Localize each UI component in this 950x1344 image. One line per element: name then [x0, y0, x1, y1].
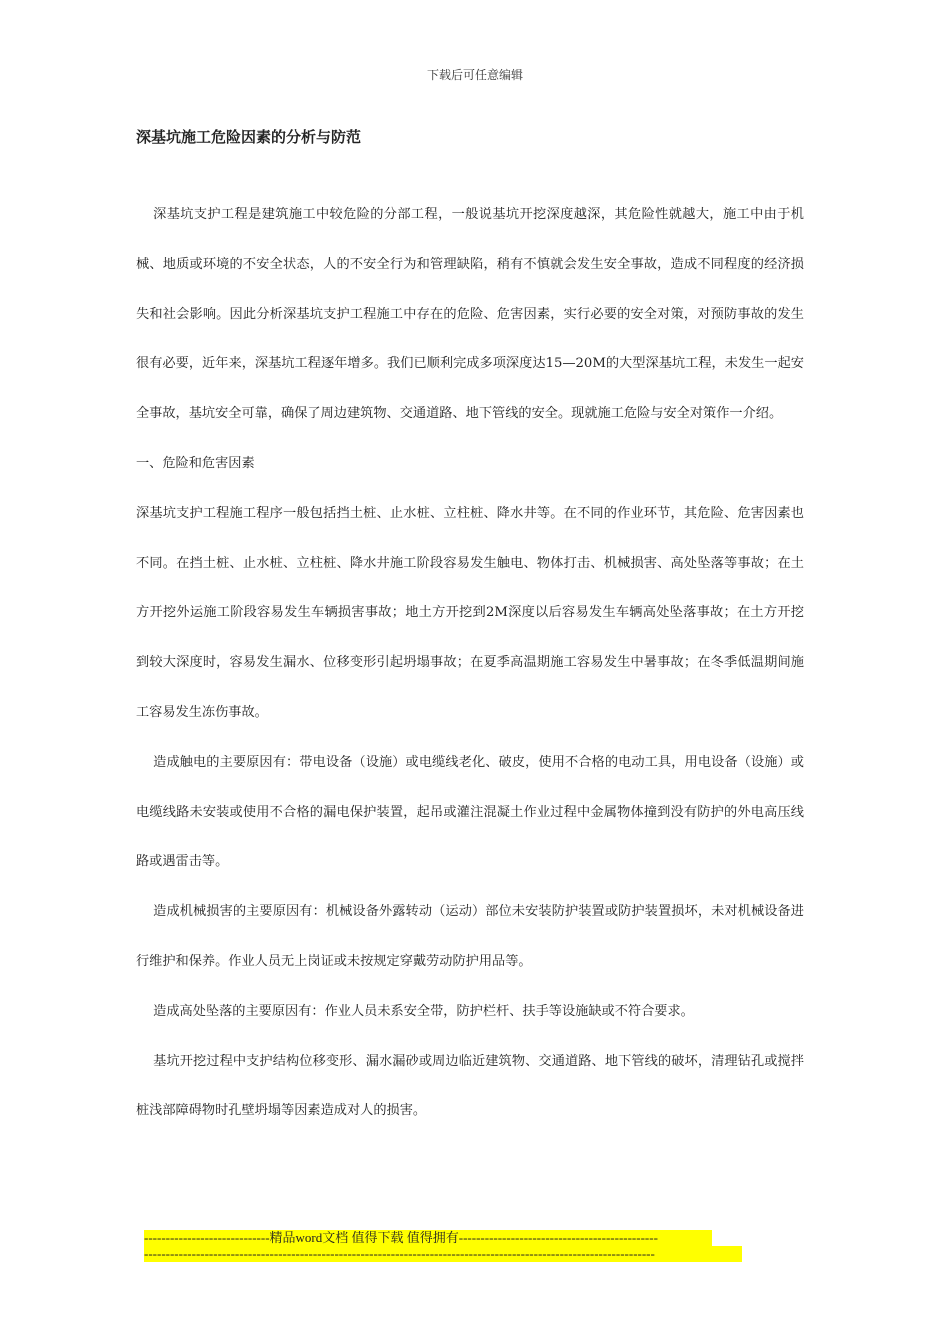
footer-banner-line-2: ----------------------------------------------------------------------------------------------------------------------	[144, 1246, 742, 1262]
document-body	[136, 190, 804, 1136]
footer-banner-line-1: -----------------------------精品word文档 值得下载 值得拥有----------------------------------------------	[144, 1230, 712, 1246]
section-heading-hazards: 一、危险和危害因素	[136, 455, 255, 471]
paragraph-mechanical-damage: 造成机械损害的主要原因有：机械设备外露转动（运动）部位未安装防护装置或防护装置损坏，未对机械设备进行维护和保养。作业人员无上岗证或未按规定穿戴劳动防护用品等。	[136, 904, 804, 969]
paragraph-intro: 深基坑支护工程是建筑施工中较危险的分部工程，一般说基坑开挖深度越深，其危险性就越大，施工中由于机械、地质或环境的不安全状态，人的不安全行为和管理缺陷，稍有不慎就会发生安全事故，造成不同程度的经济损失和社会影响。因此分析深基坑支护工程施工中存在的危险、危害因素，实行必要的安全对策，对预防事故的发生很有必要，近年来，深基坑工程逐年增多。我们已顺利完成多项深度达15—20M的大型深基坑工程，未发生一起安全事故，基坑安全可靠，确保了周边建筑物、交通道路、地下管线的安全。现就施工危险与安全对策作一介绍。	[136, 207, 804, 422]
footer-banner	[144, 1230, 744, 1262]
paragraph-falling: 造成高处坠落的主要原因有：作业人员未系安全带，防护栏杆、扶手等设施缺或不符合要求。	[153, 1003, 694, 1019]
paragraph-electric-shock: 造成触电的主要原因有：带电设备（设施）或电缆线老化、破皮，使用不合格的电动工具，用电设备（设施）或电缆线路未安装或使用不合格的漏电保护装置，起吊或灌注混凝土作业过程中金属物体撞到没有防护的外电高压线路或遇雷击等。	[136, 754, 804, 870]
paragraph-excavation: 基坑开挖过程中支护结构位移变形、漏水漏砂或周边临近建筑物、交通道路、地下管线的破坏，清理钻孔或搅拌桩浅部障碍物时孔壁坍塌等因素造成对人的损害。	[136, 1053, 804, 1119]
document-title: 深基坑施工危险因素的分析与防范	[136, 128, 362, 146]
paragraph-procedures: 深基坑支护工程施工程序一般包括挡土桩、止水桩、立柱桩、降水井等。在不同的作业环节，其危险、危害因素也不同。在挡土桩、止水桩、立柱桩、降水井施工阶段容易发生触电、物体打击、机械损害、高处坠落等事故；在土方开挖外运施工阶段容易发生车辆损害事故；地土方开挖到2M深度以后容易发生车辆高处坠落事故；在土方开挖到较大深度时，容易发生漏水、位移变形引起坍塌事故；在夏季高温期施工容易发生中暑事故；在冬季低温期间施工容易发生冻伤事故。	[136, 505, 804, 720]
header-note: 下载后可任意编辑	[426, 68, 523, 82]
